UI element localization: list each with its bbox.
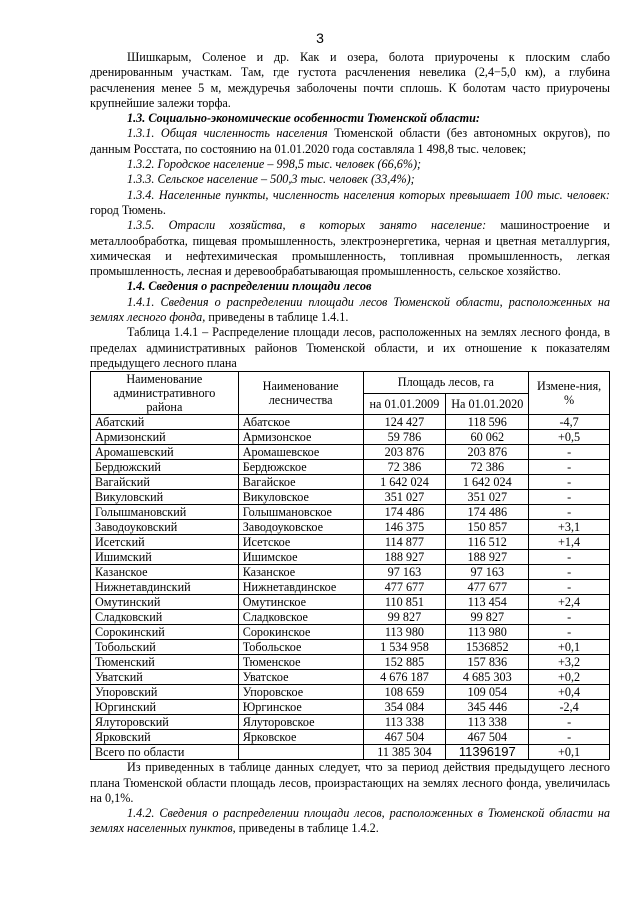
table-row <box>91 535 610 550</box>
cell-change: - <box>529 610 610 625</box>
cell-forestry: Ярковское <box>238 730 363 745</box>
cell-forestry: Исетское <box>238 535 363 550</box>
cell-district: Ялуторовский <box>91 715 239 730</box>
cell-district: Сладковский <box>91 610 239 625</box>
cell-district: Уватский <box>91 670 239 685</box>
cell-a2020: 157 836 <box>446 655 529 670</box>
cell-district: Казанское <box>91 565 239 580</box>
table-row <box>91 565 610 580</box>
total-a2020: 11396197 <box>446 745 529 760</box>
cell-a2009: 99 827 <box>363 610 446 625</box>
cell-forestry: Казанское <box>238 565 363 580</box>
cell-change: +3,1 <box>529 520 610 535</box>
cell-a2020: 113 338 <box>446 715 529 730</box>
cell-a2020: 351 027 <box>446 490 529 505</box>
cell-a2009: 354 084 <box>363 700 446 715</box>
cell-change: +2,4 <box>529 595 610 610</box>
table-row <box>91 520 610 535</box>
cell-change: +0,1 <box>529 640 610 655</box>
cell-district: Омутинский <box>91 595 239 610</box>
cell-forestry: Упоровское <box>238 685 363 700</box>
cell-a2020: 174 486 <box>446 505 529 520</box>
cell-a2009: 108 659 <box>363 685 446 700</box>
section-1-4-heading: 1.4. Сведения о распределении площади лесов <box>127 279 372 294</box>
cell-forestry: Юргинское <box>238 700 363 715</box>
table-caption: Таблица 1.4.1 – Распределение площади лесов, расположенных на землях лесного фонда, в пределах административных районов Тюменской области, и их отношение к показателям предыдущего лесного плана <box>90 325 610 370</box>
cell-change: - <box>529 565 610 580</box>
cell-a2009: 113 338 <box>363 715 446 730</box>
cell-change: +3,2 <box>529 655 610 670</box>
table-row <box>91 505 610 520</box>
cell-a2009: 110 851 <box>363 595 446 610</box>
cell-district: Упоровский <box>91 685 239 700</box>
cell-a2020: 1536852 <box>446 640 529 655</box>
cell-a2020: 188 927 <box>446 550 529 565</box>
page-number: 3 <box>316 30 324 46</box>
cell-forestry: Сорокинское <box>238 625 363 640</box>
table-row <box>91 730 610 745</box>
cell-change: - <box>529 475 610 490</box>
cell-district: Юргинский <box>91 700 239 715</box>
cell-forestry: Голышмановское <box>238 505 363 520</box>
cell-a2009: 4 676 187 <box>363 670 446 685</box>
cell-district: Армизонский <box>91 430 239 445</box>
paragraph-1-3-5 <box>90 218 610 279</box>
cell-a2009: 152 885 <box>363 655 446 670</box>
cell-a2009: 467 504 <box>363 730 446 745</box>
table-row <box>91 475 610 490</box>
cell-forestry: Тобольское <box>238 640 363 655</box>
header-district: Наименование административного района <box>91 372 239 415</box>
forest-area-table <box>90 371 610 760</box>
cell-a2020: 118 596 <box>446 415 529 430</box>
cell-a2009: 203 876 <box>363 445 446 460</box>
cell-forestry: Викуловское <box>238 490 363 505</box>
table-row <box>91 610 610 625</box>
cell-a2009: 114 877 <box>363 535 446 550</box>
text-1-3-5: машиностроение и металлообработка, пищевая промышленность, электроэнергетика, черная и цветная металлургия, химическая и нефтехимическая промышленность, топливная промышленность, легкая промышленность, лесная и деревообрабатывающая промышленность, сельское хозяйство. <box>90 218 610 279</box>
cell-change: +0,4 <box>529 685 610 700</box>
table-body <box>91 415 610 760</box>
cell-a2020: 99 827 <box>446 610 529 625</box>
cell-district: Викуловский <box>91 490 239 505</box>
cell-forestry: Абатское <box>238 415 363 430</box>
cell-district: Ярковский <box>91 730 239 745</box>
text-1-4-1: приведены в таблице 1.4.1. <box>205 310 349 325</box>
table-row <box>91 700 610 715</box>
cell-a2020: 4 685 303 <box>446 670 529 685</box>
cell-a2020: 467 504 <box>446 730 529 745</box>
table-row <box>91 415 610 430</box>
header-2009: на 01.01.2009 <box>363 393 446 415</box>
cell-district: Тюменский <box>91 655 239 670</box>
total-district: Всего по области <box>91 745 239 760</box>
document-body <box>90 50 610 837</box>
cell-a2009: 1 534 958 <box>363 640 446 655</box>
cell-change: - <box>529 490 610 505</box>
cell-change: - <box>529 505 610 520</box>
cell-district: Ишимский <box>91 550 239 565</box>
cell-change: - <box>529 730 610 745</box>
cell-a2009: 1 642 024 <box>363 475 446 490</box>
cell-a2009: 188 927 <box>363 550 446 565</box>
cell-change: - <box>529 445 610 460</box>
table-row <box>91 715 610 730</box>
table-row <box>91 445 610 460</box>
cell-district: Вагайский <box>91 475 239 490</box>
cell-a2020: 150 857 <box>446 520 529 535</box>
cell-change: - <box>529 625 610 640</box>
cell-change: - <box>529 460 610 475</box>
cell-a2009: 477 677 <box>363 580 446 595</box>
cell-a2020: 116 512 <box>446 535 529 550</box>
table-row <box>91 490 610 505</box>
cell-a2020: 203 876 <box>446 445 529 460</box>
cell-forestry: Уватское <box>238 670 363 685</box>
paragraph-1-3-4 <box>90 188 610 219</box>
paragraph-1-4-2 <box>90 806 610 837</box>
paragraph-bogs: Шишкарым, Соленое и др. Как и озера, болота приурочены к плоским слабо дренированным участкам. Там, где густота расчленения невелика (2,4−5,0 км), а глубина расчленения менее 5 м, междуречья заболочены почти сплошь. К болотам часто приурочены крупнейшие залежи торфа. <box>90 50 610 110</box>
cell-a2009: 351 027 <box>363 490 446 505</box>
cell-change: - <box>529 715 610 730</box>
cell-forestry: Армизонское <box>238 430 363 445</box>
paragraph-1-3-2: 1.3.2. Городское население – 998,5 тыс. человек (66,6%); <box>127 157 422 172</box>
cell-district: Исетский <box>91 535 239 550</box>
cell-a2020: 477 677 <box>446 580 529 595</box>
cell-district: Абатский <box>91 415 239 430</box>
cell-a2009: 174 486 <box>363 505 446 520</box>
paragraph-conclusion: Из приведенных в таблице данных следует, что за период действия предыдущего лесного плана Тюменской области площадь лесов, произрастающих на землях лесного фонда, увеличилась на 0,1%. <box>90 760 610 805</box>
table-row <box>91 460 610 475</box>
table-row <box>91 655 610 670</box>
cell-change: +1,4 <box>529 535 610 550</box>
cell-a2009: 113 980 <box>363 625 446 640</box>
paragraph-1-3-3: 1.3.3. Сельское население – 500,3 тыс. человек (33,4%); <box>127 172 415 187</box>
header-change: Измене-ния, % <box>529 372 610 415</box>
header-2020: На 01.01.2020 <box>446 393 529 415</box>
cell-forestry: Заводоуковское <box>238 520 363 535</box>
total-forestry <box>238 745 363 760</box>
section-1-3-heading: 1.3. Социально-экономические особенности Тюменской области: <box>127 111 480 126</box>
cell-a2009: 146 375 <box>363 520 446 535</box>
table-row <box>91 640 610 655</box>
table-row <box>91 685 610 700</box>
cell-district: Голышмановский <box>91 505 239 520</box>
cell-a2020: 97 163 <box>446 565 529 580</box>
cell-a2020: 109 054 <box>446 685 529 700</box>
cell-change: - <box>529 550 610 565</box>
table-row <box>91 625 610 640</box>
cell-forestry: Тюменское <box>238 655 363 670</box>
label-1-3-1: 1.3.1. Общая численность населения <box>127 126 328 141</box>
cell-change: +0,5 <box>529 430 610 445</box>
text-1-3-4: город Тюмень. <box>90 202 166 217</box>
header-area: Площадь лесов, га <box>363 372 529 394</box>
paragraph-1-4-1 <box>90 295 610 326</box>
text-1-3-1: Тюменской области (без автономных округов), по данным Росстата, по состоянию на 01.01.2020 года составляла 1 498,8 тыс. человек; <box>90 126 611 156</box>
label-1-4-1: 1.4.1. Сведения о распределении площади лесов Тюменской области, расположенных на землях лесного фонда, <box>90 294 610 325</box>
table-row <box>91 595 610 610</box>
paragraph-1-3-1 <box>90 126 610 157</box>
cell-forestry: Сладковское <box>238 610 363 625</box>
cell-district: Аромашевский <box>91 445 239 460</box>
cell-forestry: Бердюжское <box>238 460 363 475</box>
cell-a2020: 113 980 <box>446 625 529 640</box>
cell-a2009: 124 427 <box>363 415 446 430</box>
cell-district: Сорокинский <box>91 625 239 640</box>
label-1-3-4: 1.3.4. Населенные пункты, численность населения которых превышает 100 тыс. человек: <box>127 187 610 202</box>
header-forestry: Наименование лесничества <box>238 372 363 415</box>
table-row <box>91 550 610 565</box>
cell-forestry: Аромашевское <box>238 445 363 460</box>
cell-forestry: Ишимское <box>238 550 363 565</box>
text-1-4-2: приведены в таблице 1.4.2. <box>235 821 379 836</box>
cell-forestry: Нижнетавдинское <box>238 580 363 595</box>
total-a2009: 11 385 304 <box>363 745 446 760</box>
cell-a2009: 97 163 <box>363 565 446 580</box>
table-total-row <box>91 745 610 760</box>
cell-district: Тобольский <box>91 640 239 655</box>
table-row <box>91 580 610 595</box>
cell-a2009: 72 386 <box>363 460 446 475</box>
cell-a2020: 60 062 <box>446 430 529 445</box>
cell-forestry: Вагайское <box>238 475 363 490</box>
cell-a2020: 72 386 <box>446 460 529 475</box>
cell-district: Нижнетавдинский <box>91 580 239 595</box>
cell-change: -4,7 <box>529 415 610 430</box>
cell-forestry: Ялуторовское <box>238 715 363 730</box>
cell-a2009: 59 786 <box>363 430 446 445</box>
cell-change: -2,4 <box>529 700 610 715</box>
table-row <box>91 430 610 445</box>
cell-district: Заводоуковский <box>91 520 239 535</box>
total-change: +0,1 <box>529 745 610 760</box>
label-1-3-5: 1.3.5. Отрасли хозяйства, в которых занято население: <box>127 218 487 233</box>
table-row <box>91 670 610 685</box>
label-1-4-2: 1.4.2. Сведения о распределении площади лесов, расположенных в Тюменской области на землях населенных пунктов, <box>90 806 610 836</box>
cell-a2020: 1 642 024 <box>446 475 529 490</box>
cell-a2020: 345 446 <box>446 700 529 715</box>
cell-change: +0,2 <box>529 670 610 685</box>
cell-forestry: Омутинское <box>238 595 363 610</box>
cell-a2020: 113 454 <box>446 595 529 610</box>
cell-change: - <box>529 580 610 595</box>
cell-district: Бердюжский <box>91 460 239 475</box>
